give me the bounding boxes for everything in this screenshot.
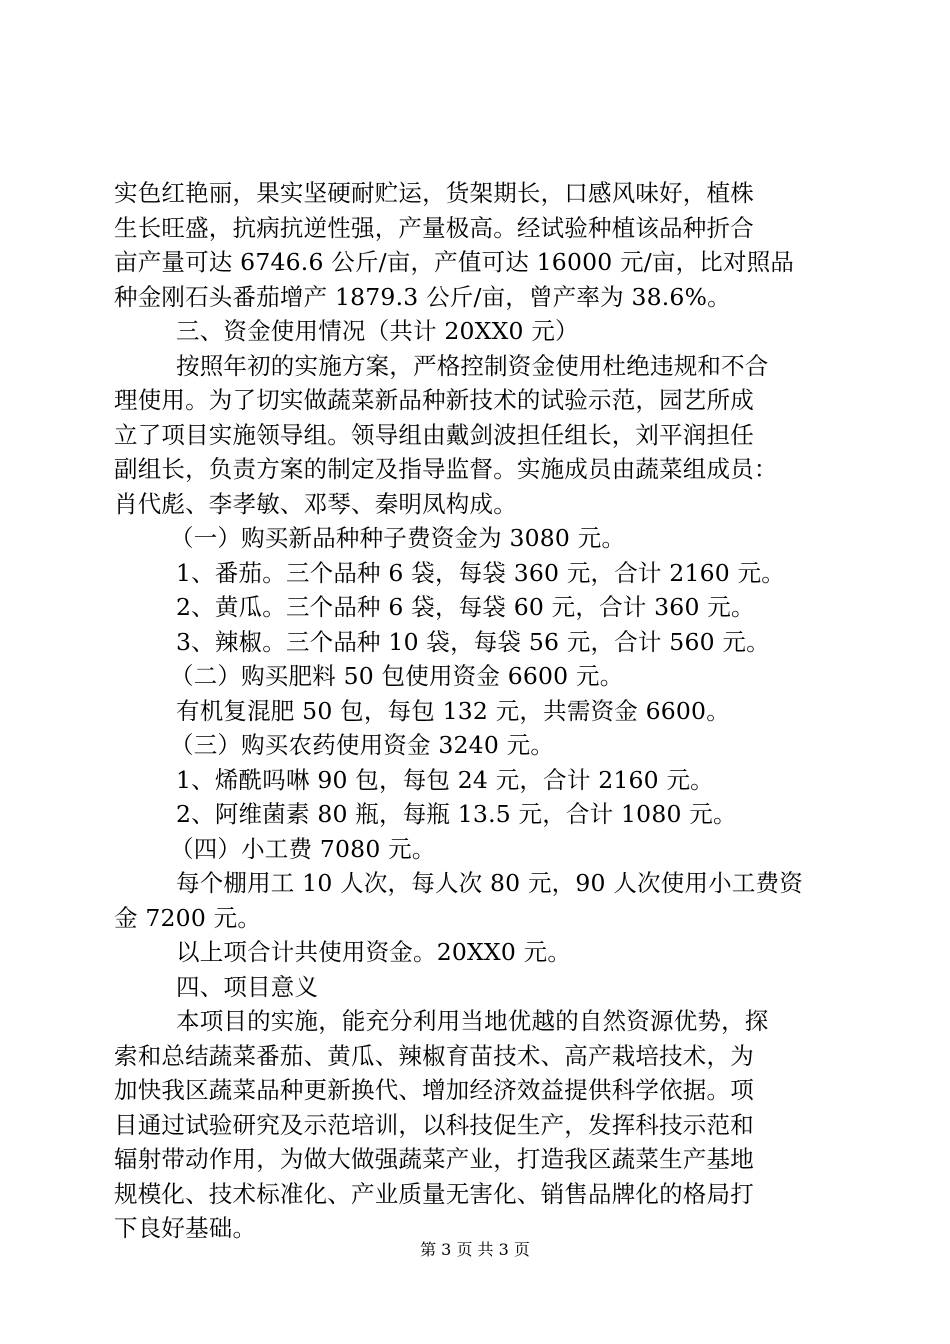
text-line: 本项目的实施，能充分利用当地优越的自然资源优势，探 — [176, 1007, 769, 1035]
text-line: 按照年初的实施方案，严格控制资金使用杜绝违规和不合 — [176, 351, 769, 380]
text-line: 理使用。为了切实做蔬菜新品种新技术的试验示范，园艺所成 — [114, 386, 754, 414]
text-line: 1、番茄。三个品种 6 袋，每袋 360 元，合计 2160 元。 — [176, 558, 785, 587]
text-line: 四、项目意义 — [176, 972, 319, 1001]
text-line: 立了项目实施领导组。领导组由戴剑波担任组长，刘平润担任 — [114, 420, 754, 449]
text-line: 加快我区蔬菜品种更新换代、增加经济效益提供科学依据。项 — [114, 1076, 754, 1104]
text-line: 实色红艳丽，果实坚硬耐贮运，货架期长，口感风味好，植株 — [114, 179, 754, 207]
text-line: 亩产量可达 6746.6 公斤/亩，产值可达 16000 元/亩，比对照品 — [114, 248, 795, 276]
text-line: 索和总结蔬菜番茄、黄瓜、辣椒育苗技术、高产栽培技术，为 — [114, 1041, 754, 1070]
text-line: 以上项合计共使用资金。20XX0 元。 — [176, 938, 572, 966]
text-line: 目通过试验研究及示范培训，以科技促生产，发挥科技示范和 — [114, 1110, 754, 1139]
text-line: （三）购买农药使用资金 3240 元。 — [170, 731, 555, 759]
text-line: 种金刚石头番茄增产 1879.3 公斤/亩，曾产率为 38.6%。 — [114, 282, 731, 311]
text-line: 每个棚用工 10 人次，每人次 80 元，90 人次使用小工费资 — [176, 869, 803, 897]
document-body — [114, 176, 834, 1246]
text-line: 生长旺盛，抗病抗逆性强，产量极高。经试验种植该品种折合 — [114, 213, 754, 242]
text-line: 2、黄瓜。三个品种 6 袋，每袋 60 元，合计 360 元。 — [176, 593, 755, 621]
text-line: （二）购买肥料 50 包使用资金 6600 元。 — [170, 662, 624, 690]
text-line: 三、资金使用情况（共计 20XX0 元） — [176, 317, 579, 345]
page-footer: 第 3 页 共 3 页 — [420, 1240, 530, 1259]
text-line: 3、辣椒。三个品种 10 袋，每袋 56 元，合计 560 元。 — [176, 627, 770, 656]
text-line: （一）购买新品种种子费资金为 3080 元。 — [170, 524, 626, 552]
text-line: 副组长，负责方案的制定及指导监督。实施成员由蔬菜组成员： — [114, 455, 778, 483]
text-line: （四）小工费 7080 元。 — [170, 834, 436, 863]
text-line: 有机复混肥 50 包，每包 132 元，共需资金 6600。 — [176, 696, 730, 725]
text-line: 肖代彪、李孝敏、邓琴、秦明凤构成。 — [114, 489, 517, 518]
text-line: 2、阿维菌素 80 瓶，每瓶 13.5 元，合计 1080 元。 — [176, 800, 737, 828]
text-line: 1、烯酰吗啉 90 包，每包 24 元，合计 2160 元。 — [176, 765, 714, 794]
text-line: 辐射带动作用，为做大做强蔬菜产业，打造我区蔬菜生产基地 — [114, 1145, 754, 1173]
text-line: 金 7200 元。 — [114, 903, 262, 932]
text-line: 规模化、技术标准化、产业质量无害化、销售品牌化的格局打 — [114, 1179, 754, 1208]
text-line: 下良好基础。 — [114, 1214, 257, 1242]
